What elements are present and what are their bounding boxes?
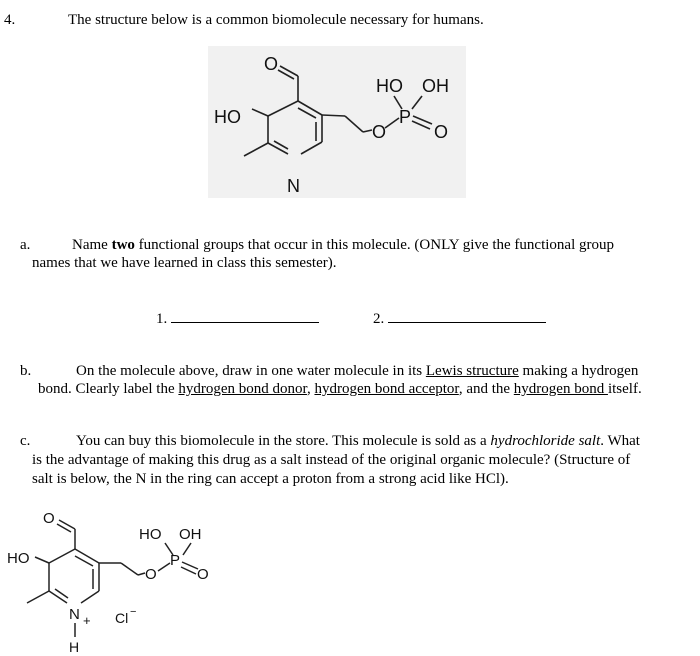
part-a-text-cont: functional groups that occur in this molecule. (ONLY give the functional group — [134, 237, 614, 253]
salt-hydrogen-label: H — [69, 639, 80, 655]
part-c-italic: hydrochloride salt — [490, 433, 601, 449]
phosphoryl-oxygen-label: O — [434, 122, 449, 142]
salt-ester-oxygen-label: O — [145, 566, 157, 583]
question-stem: The structure below is a common biomolecule necessary for humans. — [68, 12, 484, 28]
part-c-text: You can buy this biomolecule in the store. This molecule is sold as a — [76, 433, 491, 449]
phosphorus-label: P — [399, 107, 412, 127]
part-b-text: On the molecule above, draw in one water molecule in its — [76, 363, 426, 379]
part-b-label: b. — [20, 363, 32, 379]
chloride-label: Cl — [115, 610, 129, 626]
salt-phosphoryl-oxygen-label: O — [197, 566, 209, 583]
salt-positive-charge: + — [83, 613, 91, 628]
part-b-text-3: bond. Clearly label the — [38, 381, 179, 397]
part-c-line-2: is the advantage of making this drug as a salt instead of the original organic molecule? (Structure of — [32, 452, 631, 468]
salt-hydroxyl-label: HO — [7, 550, 30, 567]
hydroxyl-label: HO — [214, 107, 241, 127]
salt-phosphate-ho-label: HO — [139, 526, 162, 543]
lewis-structure-term: Lewis structure — [425, 363, 519, 379]
part-b-text-4: , and the — [458, 381, 514, 397]
part-c-label: c. — [20, 433, 31, 449]
phosphate-oh-label: OH — [422, 76, 449, 96]
salt-carbonyl-oxygen-label: O — [43, 510, 55, 527]
part-b — [20, 362, 680, 380]
salt-phosphate-oh-label: OH — [179, 526, 202, 543]
salt-phosphorus-label: P — [170, 552, 181, 569]
part-b-text-2: making a hydrogen — [518, 363, 639, 379]
molecule-structure — [208, 46, 466, 198]
part-a-text: Name — [72, 237, 112, 253]
chloride-charge: − — [130, 606, 137, 618]
answer-1-label: 1. — [156, 311, 168, 327]
part-b-comma: , — [306, 381, 315, 397]
part-a — [20, 236, 670, 254]
answer-2 — [373, 310, 546, 328]
answer-2-blank[interactable] — [388, 310, 546, 323]
answer-1-blank[interactable] — [171, 310, 319, 323]
part-a-line-2: names that we have learned in class this semester). — [32, 255, 337, 271]
salt-nitrogen-label: N — [69, 606, 80, 623]
part-c-text-2: . What — [600, 433, 640, 449]
part-b-text-5: itself. — [607, 381, 642, 397]
question-number: 4. — [4, 12, 16, 28]
part-a-bold: two — [111, 237, 135, 253]
molecule-drawing — [208, 46, 466, 198]
acceptor-term: hydrogen bond acceptor — [314, 381, 459, 397]
salt-drawing — [3, 503, 211, 655]
phosphate-ho-label: HO — [376, 76, 403, 96]
part-c — [20, 432, 685, 450]
salt-structure — [3, 503, 211, 655]
answer-2-label: 2. — [373, 311, 385, 327]
part-a-label: a. — [20, 237, 31, 253]
carbonyl-oxygen-label: O — [264, 54, 279, 74]
hydrogen-bond-term: hydrogen bond — [513, 381, 608, 397]
donor-term: hydrogen bond donor — [178, 381, 307, 397]
part-c-line-3: salt is below, the N in the ring can accept a proton from a strong acid like HCl). — [32, 471, 509, 487]
ring-nitrogen-label: N — [287, 176, 300, 196]
answer-1 — [156, 310, 319, 328]
part-b-line-2 — [38, 380, 698, 398]
ester-oxygen-label: O — [372, 122, 387, 142]
